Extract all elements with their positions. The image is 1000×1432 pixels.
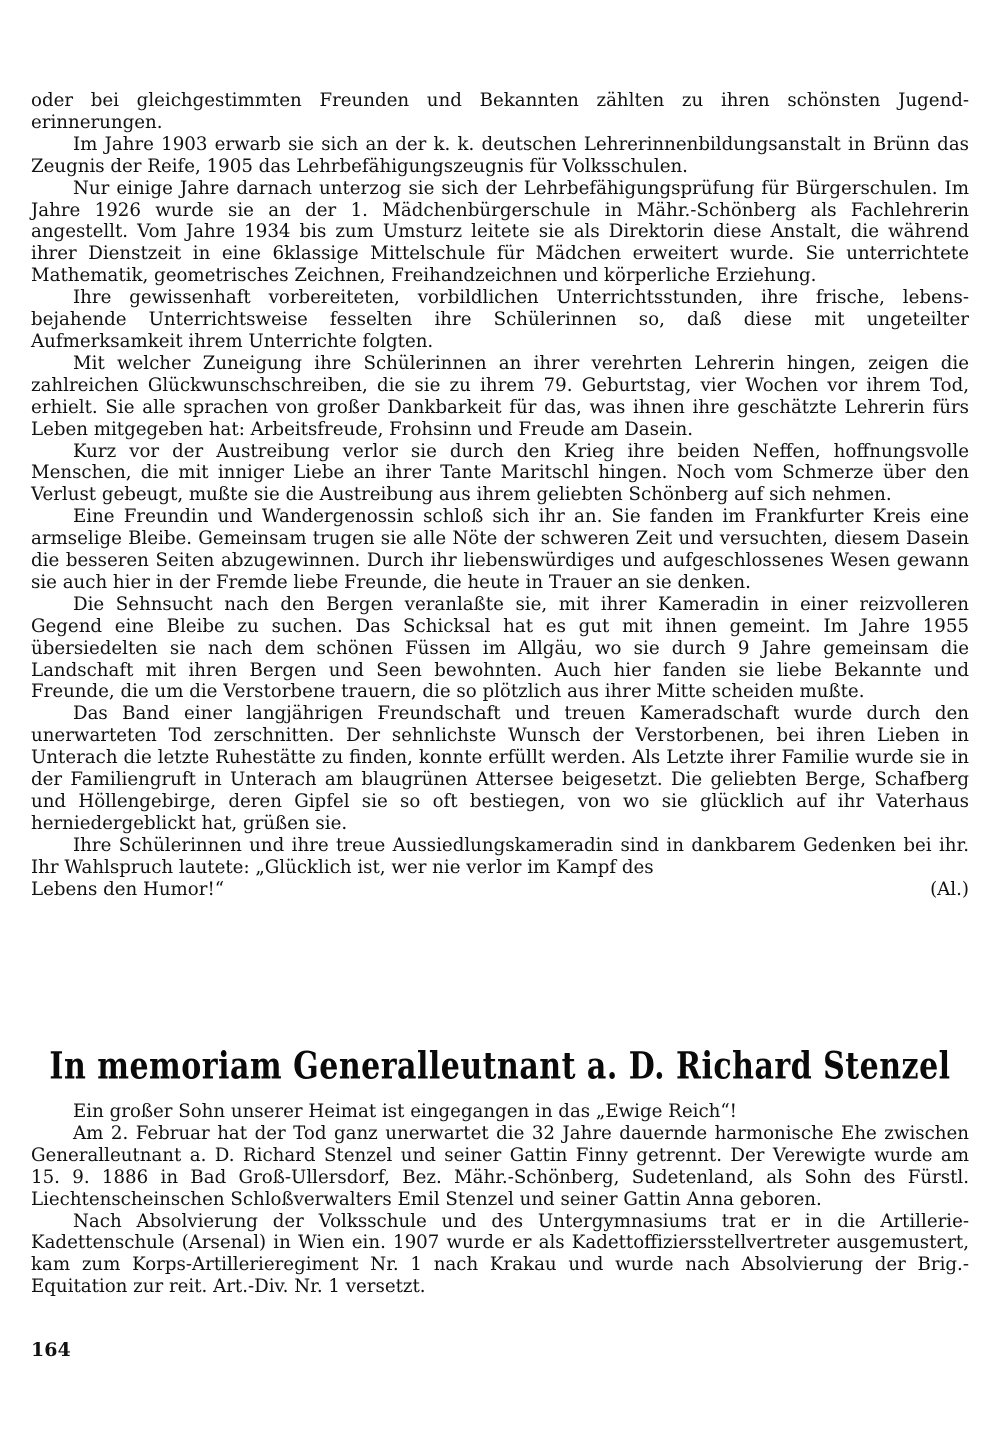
obituary-paragraph: Eine Freundin und Wandergenossin schloß sich ihr an. Sie fanden im Frankfurter Kreis eine armselige Bleibe. Gemeinsam trugen sie alle Nöte der schweren Zeit und versuchten, diesem Dasein die besseren Seiten abzugewinnen. Durch ihr liebenswürdiges und aufgeschlossenes Wesen gewann sie auch hier in der Fremde liebe Freunde, die heute in Trauer an sie denken.: [31, 506, 969, 593]
article-title: In memoriam Generalleutnant a. D. Richard Stenzel: [49, 1044, 951, 1089]
article-paragraph: Am 2. Februar hat der Tod ganz unerwartet die 32 Jahre dauernde harmonische Ehe zwischen Generalleutnant a. D. Richard Stenzel und seiner Gattin Finny getrennt. Der Verewigte wurde am 15. 9. 1886 in Bad Groß-Ullersdorf, Bez. Mähr.-Schönberg, Sudetenland, als Sohn des Fürstl. Liechtenscheinschen Schloßverwalters Emil Stenzel und seiner Gattin Anna geboren.: [31, 1122, 969, 1210]
obituary-text-block: [31, 90, 969, 901]
obituary-paragraph: Kurz vor der Austreibung verlor sie durch den Krieg ihre beiden Neffen, hoffnungsvolle Menschen, die mit inniger Liebe an ihrer Tante Maritschl hingen. Noch vom Schmerze über den Verlust gebeugt, mußte sie die Austreibung aus ihrem geliebten Schönberg auf sich nehmen.: [31, 440, 969, 506]
author-signature: (Al.): [930, 878, 969, 900]
obituary-paragraph: Nur einige Jahre darnach unterzog sie sich der Lehrbefähigungsprüfung für Bürgerschulen. Im Jahre 1926 wurde sie an der 1. Mädchenbürgerschule in Mähr.-Schönberg als Fachlehrerin angestellt. Vom Jahre 1934 bis zum Umsturz leitete sie als Direktorin diese Anstalt, die während ihrer Dienstzeit in eine 6klassige Mittelschule für Mädchen erweitert wurde. Sie unterrichtete Mathematik, geometrisches Zeichnen, Freihandzeichnen und körperliche Erziehung.: [31, 177, 969, 287]
article-paragraph: Nach Absolvierung der Volksschule und des Untergymnasiums trat er in die Artillerie-Kadettenschule (Arsenal) in Wien ein. 1907 wurde er als Kadettoffiziersstellvertreter ausgemustert, kam zum Korps-Artillerieregiment Nr. 1 nach Krakau und wurde nach Absolvierung der Brig.-Equitation zur reit. Art.-Div. Nr. 1 versetzt.: [31, 1210, 969, 1298]
page-number: 164: [31, 1339, 71, 1361]
obituary-paragraph: oder bei gleichgestimmten Freunden und Bekannten zählten zu ihren schönsten Jugenderinnerungen.: [31, 90, 969, 133]
obituary-paragraph: Im Jahre 1903 erwarb sie sich an der k. k. deutschen Lehrerinnenbildungsanstalt in Brünn das Zeugnis der Reife, 1905 das Lehrbefähigungszeugnis für Volksschulen.: [31, 133, 969, 177]
obituary-paragraph: Die Sehnsucht nach den Bergen veranlaßte sie, mit ihrer Kameradin in einer reizvolleren Gegend eine Bleibe zu suchen. Das Schicksal hat es gut mit ihnen gemeint. Im Jahre 1955 übersiedelten sie nach dem schönen Füssen im Allgäu, wo sie durch 9 Jahre gemeinsam die Landschaft mit ihren Bergen und Seen bewohnten. Auch hier fanden sie liebe Bekannte und Freunde, die um die Verstorbene trauern, die so plötzlich aus ihrer Mitte scheiden mußte.: [31, 593, 969, 703]
article-text-block: [31, 1101, 969, 1298]
obituary-closing-line: [31, 879, 969, 901]
obituary-paragraph: Ihre gewissenhaft vorbereiteten, vorbildlichen Unterrichtsstunden, ihre frische, lebensbejahende Unterrichtsweise fesselten ihre Schülerinnen so, daß diese mit ungeteilter Aufmerksamkeit ihrem Unterrichte folgten.: [31, 287, 969, 352]
obituary-paragraph: Das Band einer langjährigen Freundschaft und treuen Kameradschaft wurde durch den unerwarteten Tod zerschnitten. Der sehnlichste Wunsch der Verstorbenen, bei ihren Lieben in Unterach die letzte Ruhestätte zu finden, konnte erfüllt werden. Als Letzte ihrer Familie wurde sie in der Familiengruft in Unterach am blaugrünen Attersee beigesetzt. Die geliebten Berge, Schafberg und Höllengebirge, deren Gipfel sie so oft bestiegen, von wo sie glücklich auf ihr Vaterhaus herniedergeblickt hat, grüßen sie.: [31, 703, 969, 834]
obituary-paragraph: Mit welcher Zuneigung ihre Schülerinnen an ihrer verehrten Lehrerin hingen, zeigen die zahlreichen Glückwunschschreiben, die sie zu ihrem 79. Geburtstag, vier Wochen vor ihrem Tod, erhielt. Sie alle sprachen von großer Dankbarkeit für das, was ihnen ihre geschätzte Lehrerin fürs Leben mitgegeben hat: Arbeitsfreude, Frohsinn und Freude am Dasein.: [31, 352, 969, 440]
obituary-paragraph: Ihre Schülerinnen und ihre treue Aussiedlungskameradin sind in dankbarem Gedenken bei ihr. Ihr Wahlspruch lautete: „Glücklich ist, wer nie verlor im Kampf des: [31, 834, 969, 878]
article-paragraph: Ein großer Sohn unserer Heimat ist eingegangen in das „Ewige Reich“!: [73, 1101, 737, 1122]
obituary-closing-text: Lebens den Humor!“: [31, 878, 225, 900]
